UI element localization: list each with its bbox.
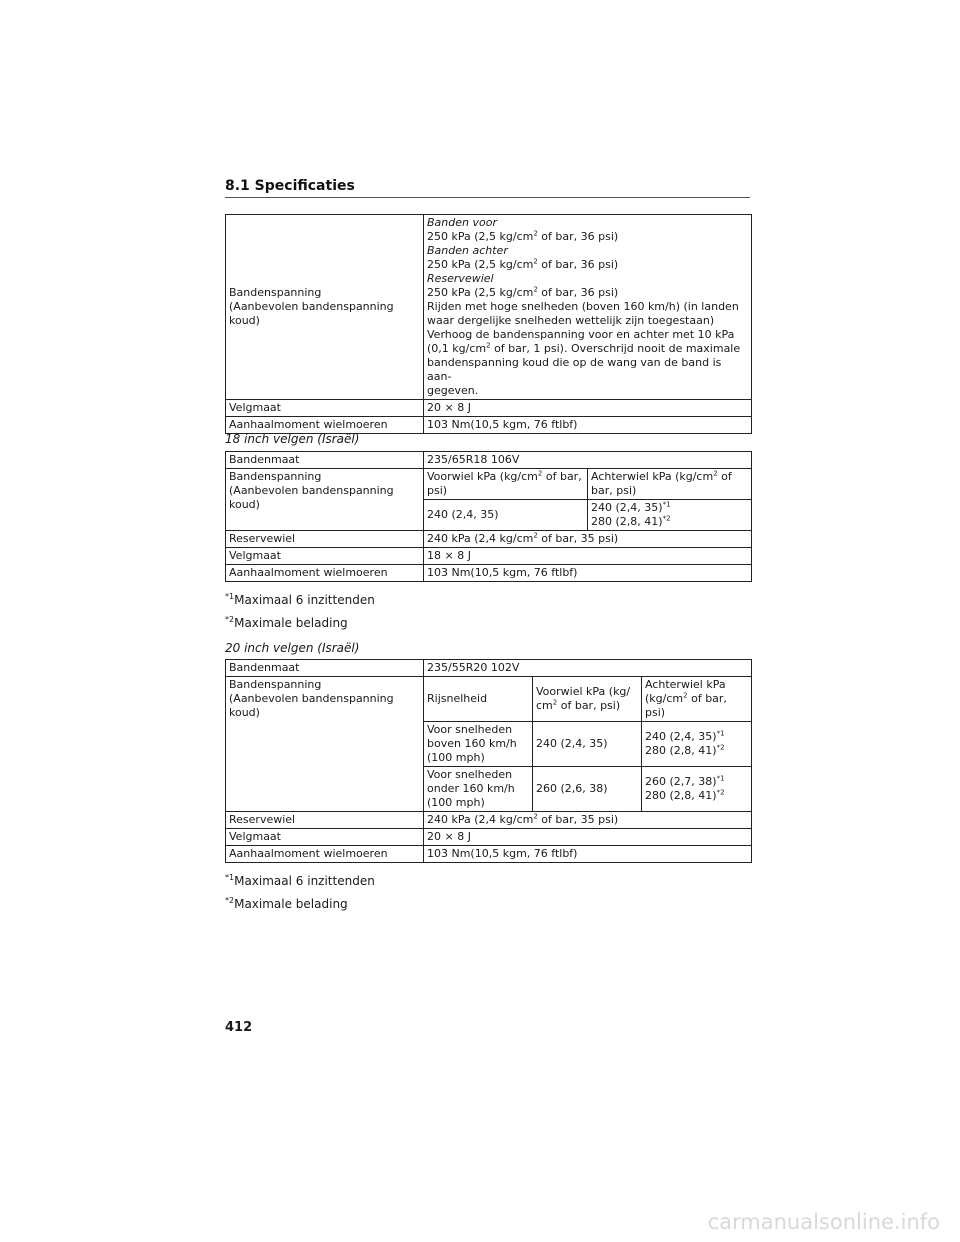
rear-wheel-header: Achterwiel kPa ($kg/cm^2$ of bar, psi): [642, 677, 752, 722]
rear-tire-label: Banden achter: [427, 244, 508, 257]
rear-wheel-header: Achterwiel kPa ($kg/cm^2$ of bar, psi): [588, 469, 752, 500]
tire-spec-table-18-inch: [225, 451, 752, 582]
spare-tire-label: Reservewiel: [427, 272, 494, 285]
footnote-2: $^{*2}$Maximale belading: [225, 615, 348, 630]
table-row: Bandenmaat 235/65R18 106V: [226, 452, 752, 469]
footnote-1: $^{*1}$Maximaal 6 inzittenden: [225, 592, 375, 607]
table-row: Reservewiel 240 kPa (2,4 $kg/cm^2$ of bar, 35 psi): [226, 531, 752, 548]
table-row: Reservewiel 240 kPa (2,4 $kg/cm^2$ of bar, 35 psi): [226, 812, 752, 829]
front-wheel-header: Voorwiel kPa (kg/ $cm^2$ of bar, psi): [533, 677, 642, 722]
torque-value: 103 Nm(10,5 kgm, 76 ftlbf): [424, 417, 752, 434]
table-row: Velgmaat 18 × 8 J: [226, 548, 752, 565]
tire-spec-table-20-inch-israel: [225, 659, 752, 863]
table-row: Voor snelheden onder 160 km/h (100 mph) 260 (2,6, 38) 260 (2,7, 38)$^{*1}$ 280 (2,8, 41)$^{*2}$: [226, 767, 752, 812]
section-caption-18-inch: 18 inch velgen (Israël): [225, 432, 360, 446]
table-row: [226, 677, 752, 722]
torque-label: Aanhaalmoment wielmoeren: [226, 417, 424, 434]
table-row: Aanhaalmoment wielmoeren 103 Nm(10,5 kgm, 76 ftlbf): [226, 846, 752, 863]
pressure-label-cell: Bandenspanning (Aanbevolen bandenspanning koud): [226, 677, 424, 812]
table-row: Aanhaalmoment wielmoeren 103 Nm(10,5 kgm, 76 ftlbf): [226, 565, 752, 582]
speed-header: Rijsnelheid: [424, 677, 533, 722]
footnote-2: $^{*2}$Maximale belading: [225, 896, 348, 911]
tire-spec-table-20-inch: [225, 214, 752, 434]
pressure-label-cell: Bandenspanning (Aanbevolen bandenspanning koud): [226, 215, 424, 400]
rim-value: 20 × 8 J: [424, 400, 752, 417]
front-tire-label: Banden voor: [427, 216, 497, 229]
pressure-label-cell: Bandenspanning (Aanbevolen bandenspanning koud): [226, 469, 424, 531]
section-caption-20-inch: 20 inch velgen (Israël): [225, 641, 360, 655]
table-row: [226, 215, 752, 400]
rim-label: Velgmaat: [226, 400, 424, 417]
front-wheel-header: Voorwiel kPa ($kg/cm^2$ of bar, psi): [424, 469, 588, 500]
table-row: Bandenmaat 235/55R20 102V: [226, 660, 752, 677]
table-row: Velgmaat 20 × 8 J: [226, 829, 752, 846]
section-header: 8.1 Specificaties: [225, 178, 750, 198]
page-number: 412: [225, 1020, 253, 1035]
table-row: [226, 469, 752, 500]
watermark: carmanualsonline.info: [707, 1210, 940, 1234]
table-row: Voor snelheden boven 160 km/h (100 mph) 240 (2,4, 35) 240 (2,4, 35)$^{*1}$ 280 (2,8, 41)$^{*2}$: [226, 722, 752, 767]
footnote-1: $^{*1}$Maximaal 6 inzittenden: [225, 873, 375, 888]
table-row: [226, 400, 752, 417]
table-row: 240 (2,4, 35) 240 (2,4, 35)$^{*1}$ 280 (2,8, 41)$^{*2}$: [226, 500, 752, 531]
pressure-value-cell: Banden voor 250 kPa (2,5 $kg/cm^2$ of bar, 36 psi) Banden achter 250 kPa (2,5 $kg/cm^2$ of bar, 36 psi) Reservewiel 250 kPa (2,5 $kg/cm^2$ of bar, 36 psi) Rijden met hoge snelheden (boven 160 km/h) (in landen waar dergelijke snelheden wettelijk zijn toegestaan) Verhoog de bandenspanning voor en achter met 10 kPa (0,1 $kg/cm^2$ of bar, 1 psi). Overschrijd nooit de maximale bandenspanning koud die op de wang van de band is aan- gegeven.: [424, 215, 752, 400]
table-row: [226, 417, 752, 434]
